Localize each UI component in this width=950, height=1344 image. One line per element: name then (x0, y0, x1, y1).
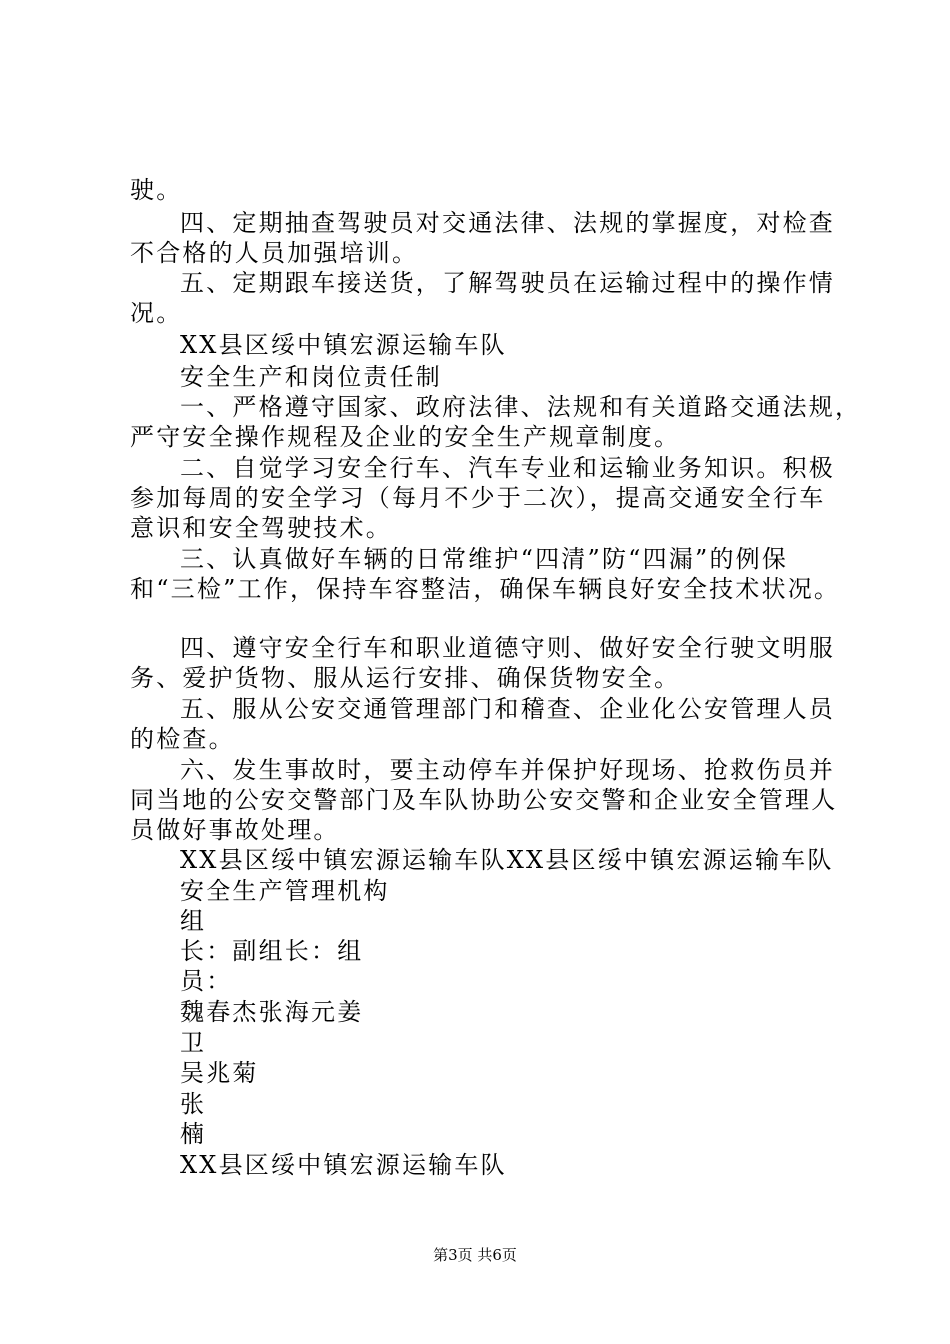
text-line: 三、认真做好车辆的日常维护“四清”防“四漏”的例保 (180, 545, 789, 573)
text-line: 参加每周的安全学习（每月不少于二次），提高交通安全行车 (130, 484, 826, 512)
text-line: 的检查。 (130, 725, 235, 753)
organization-name: XX县区绥中镇宏源运输车队 (180, 1151, 507, 1179)
text-line: 组 (180, 907, 207, 935)
text-line: 长：副组长：组 (180, 937, 364, 965)
text-line: 驶。 (130, 176, 183, 204)
text-line: 和“三检”工作，保持车容整洁，确保车辆良好安全技术状况。 (130, 575, 841, 603)
text-line: 张 (180, 1090, 207, 1118)
text-line: 吴兆菊 (180, 1059, 259, 1087)
text-line: 严守安全操作规程及企业的安全生产规章制度。 (130, 423, 681, 451)
page-number: 第3页 共6页 (433, 1246, 517, 1264)
text-line: 员： (180, 967, 233, 995)
text-line: 四、遵守安全行车和职业道德守则、做好安全行驶文明服 (180, 634, 835, 662)
text-line: 二、自觉学习安全行车、汽车专业和运输业务知识。积极 (180, 454, 835, 482)
text-line: 同当地的公安交警部门及车队协助公安交警和企业安全管理人 (130, 786, 838, 814)
text-line: 四、定期抽查驾驶员对交通法律、法规的掌握度，对检查 (180, 209, 835, 237)
text-line: 员做好事故处理。 (130, 816, 340, 844)
text-line: 魏春杰张海元姜 (180, 998, 364, 1026)
text-line: 一、严格遵守国家、政府法律、法规和有关道路交通法规， (180, 393, 862, 421)
text-line: 五、服从公安交通管理部门和稽查、企业化公安管理人员 (180, 695, 835, 723)
text-line: 卫 (180, 1029, 207, 1057)
organization-name: XX县区绥中镇宏源运输车队XX县区绥中镇宏源运输车队 (180, 846, 834, 874)
text-line: 意识和安全驾驶技术。 (130, 514, 392, 542)
organization-name: XX县区绥中镇宏源运输车队 (180, 331, 507, 359)
text-line: 务、爱护货物、服从运行安排、确保货物安全。 (130, 664, 681, 692)
section-title: 安全生产管理机构 (180, 877, 390, 905)
section-title: 安全生产和岗位责任制 (180, 363, 442, 391)
text-line: 不合格的人员加强培训。 (130, 239, 419, 267)
text-line: 楠 (180, 1120, 207, 1148)
text-line: 况。 (130, 299, 183, 327)
text-line: 五、定期跟车接送货，了解驾驶员在运输过程中的操作情 (180, 269, 835, 297)
text-line: 六、发生事故时，要主动停车并保护好现场、抢救伤员并 (180, 756, 835, 784)
